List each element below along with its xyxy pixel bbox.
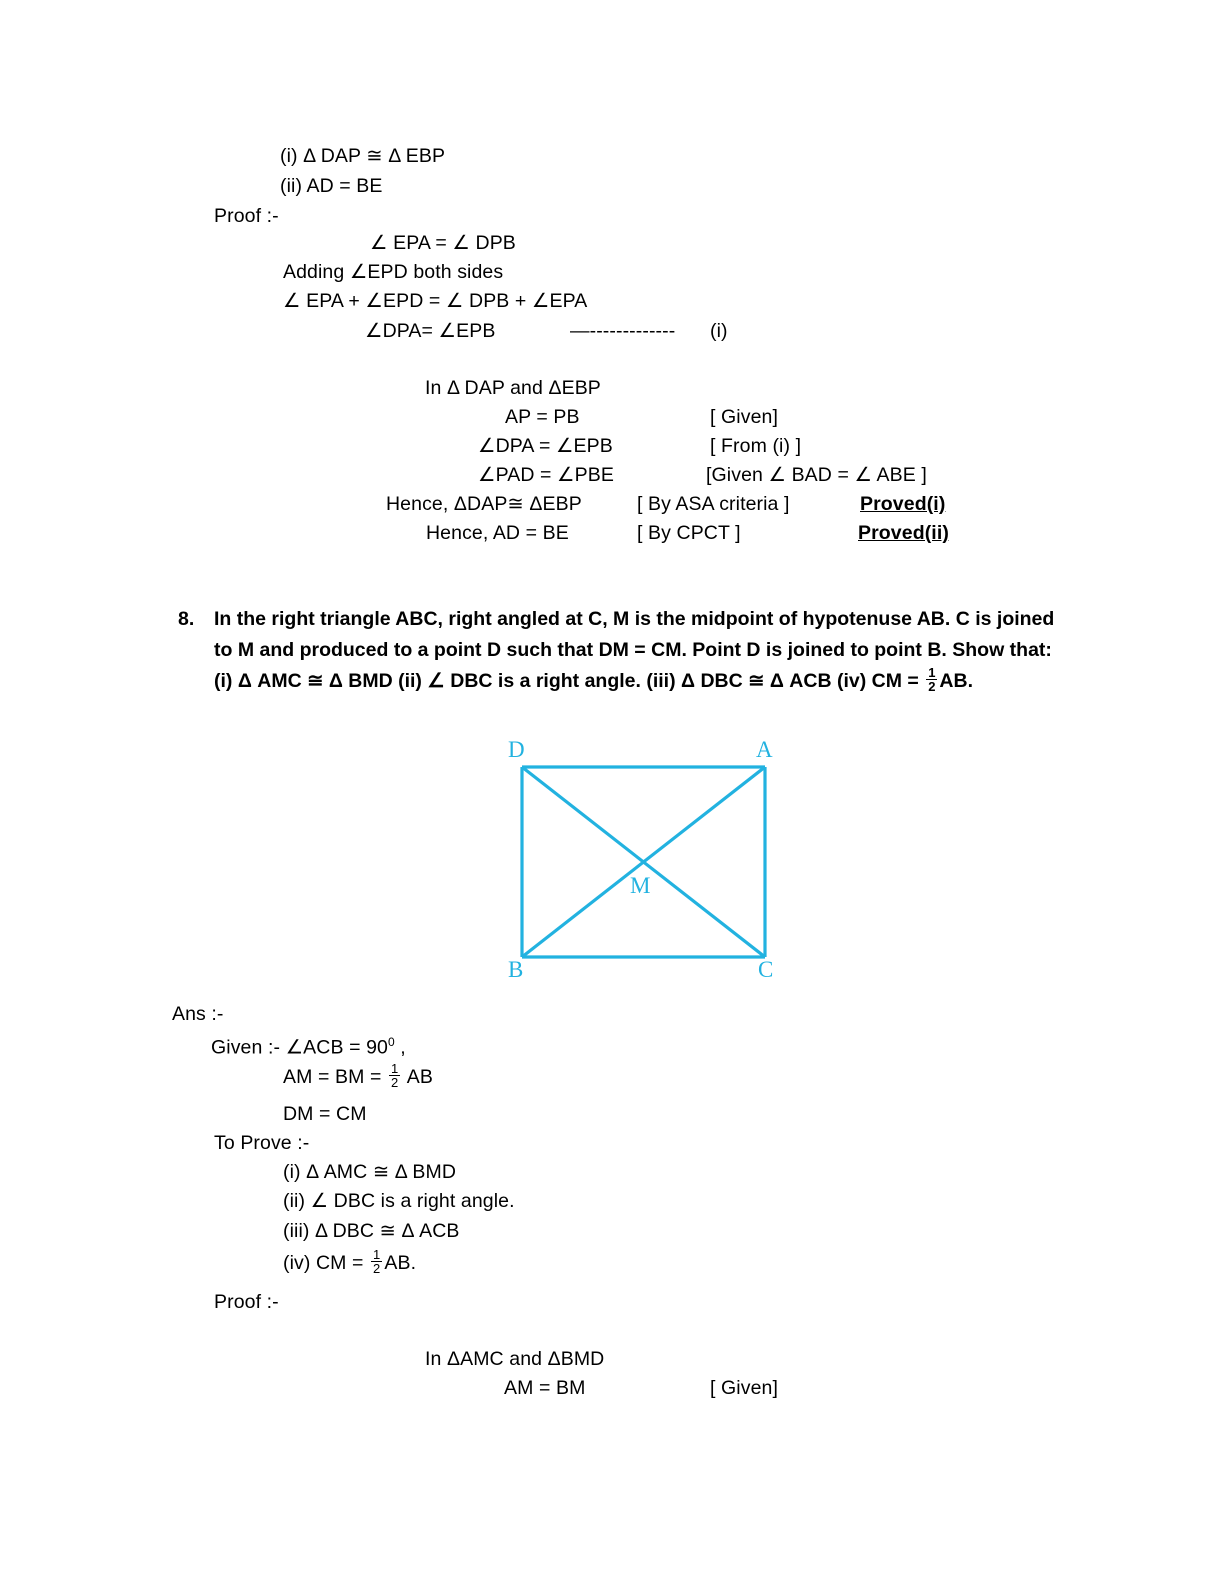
am-bm-fraction: $\frac{1}{2}$ [390,1060,399,1091]
proved-tag-i: Proved(i) [860,493,946,515]
dm-cm-line: DM = CM [283,1103,367,1125]
question-text-part2: AB. [939,670,974,692]
geometry-figure [470,735,800,1000]
vertex-label-A: A [756,737,773,762]
proof-row-reason: [ By ASA criteria ] [637,493,790,515]
proof-row-reason: [ From (i) ] [710,435,802,457]
proof-label-bottom: Proof :- [214,1291,279,1313]
proof-row-statement: ∠PAD = ∠PBE [478,464,614,486]
to-prove-item-iii: (iii) Δ DBC ≅ Δ ACB [283,1220,460,1242]
question-number: 8. [178,608,195,630]
adding-angle-line: Adding ∠EPD both sides [283,261,504,283]
vertex-label-B: B [508,957,524,982]
proof-row-reason: [ By CPCT ] [637,522,741,544]
vertex-label-D: D [508,737,525,762]
answer-label: Ans :- [172,1003,224,1025]
in-triangles-amc-bmd: In ΔAMC and ΔBMD [425,1348,605,1370]
reference-tag-i: (i) [710,320,728,342]
question-8-block [178,604,1058,697]
to-prove-item-ii: (ii) ∠ DBC is a right angle. [283,1190,515,1212]
question-text-part1: In the right triangle ABC, right angled at C, M is the midpoint of hypotenuse AB. C is joined to M and produced to a point D such that DM = CM. Point D is joined to point B. Show that: (i) Δ AMC ≅ Δ BMD (ii) ∠ DBC is a right angle. (iii) Δ DBC ≅ Δ ACB (iv) CM = [214,608,1055,692]
proved-tag-ii: Proved(ii) [858,522,949,544]
dashed-separator: —------------- [570,320,676,342]
proof-row-reason: [ Given] [710,406,778,428]
proof-row-statement: AM = BM [504,1377,586,1399]
cm-fraction: $\frac{1}{2}$ [373,1246,381,1277]
angle-sum-line: ∠ EPA + ∠EPD = ∠ DPB + ∠EPA [283,290,588,312]
angle-dpa-epb-line: ∠DPA= ∠EPB [365,320,496,342]
question-fraction: $\frac{1}{2}$ [928,664,936,695]
proof-row-statement: AP = PB [505,406,580,428]
proof-row-statement: Hence, AD = BE [426,522,569,544]
to-prove-item-i: (i) Δ AMC ≅ Δ BMD [283,1161,457,1183]
to-prove-item-iv: (iv) CM = $\frac{1}{2}$ AB. [283,1246,417,1277]
in-triangles-dap-ebp: In Δ DAP and ΔEBP [425,377,601,399]
proof-label-top: Proof :- [214,205,279,227]
degree-superscript: 0 [387,1035,395,1049]
proof-row-reason: [ Given] [710,1377,778,1399]
vertex-label-M: M [630,873,651,898]
am-bm-line: AM = BM = $\frac{1}{2}$ AB [283,1060,433,1091]
angle-equality-line: ∠ EPA = ∠ DPB [370,232,516,254]
given-line: Given :- ∠ACB = $90^0$ , [211,1035,406,1059]
question-text [214,604,1058,697]
to-prove-label: To Prove :- [214,1132,310,1154]
proof-conclusion-i: (i) Δ DAP ≅ Δ EBP [280,145,446,167]
proof-row-reason: [Given ∠ BAD = ∠ ABE ] [706,464,927,486]
vertex-label-C: C [758,957,774,982]
proof-row-statement: ∠DPA = ∠EPB [478,435,613,457]
proof-row-statement: Hence, ΔDAP≅ ΔEBP [386,493,582,515]
proof-conclusion-ii: (ii) AD = BE [280,175,383,197]
